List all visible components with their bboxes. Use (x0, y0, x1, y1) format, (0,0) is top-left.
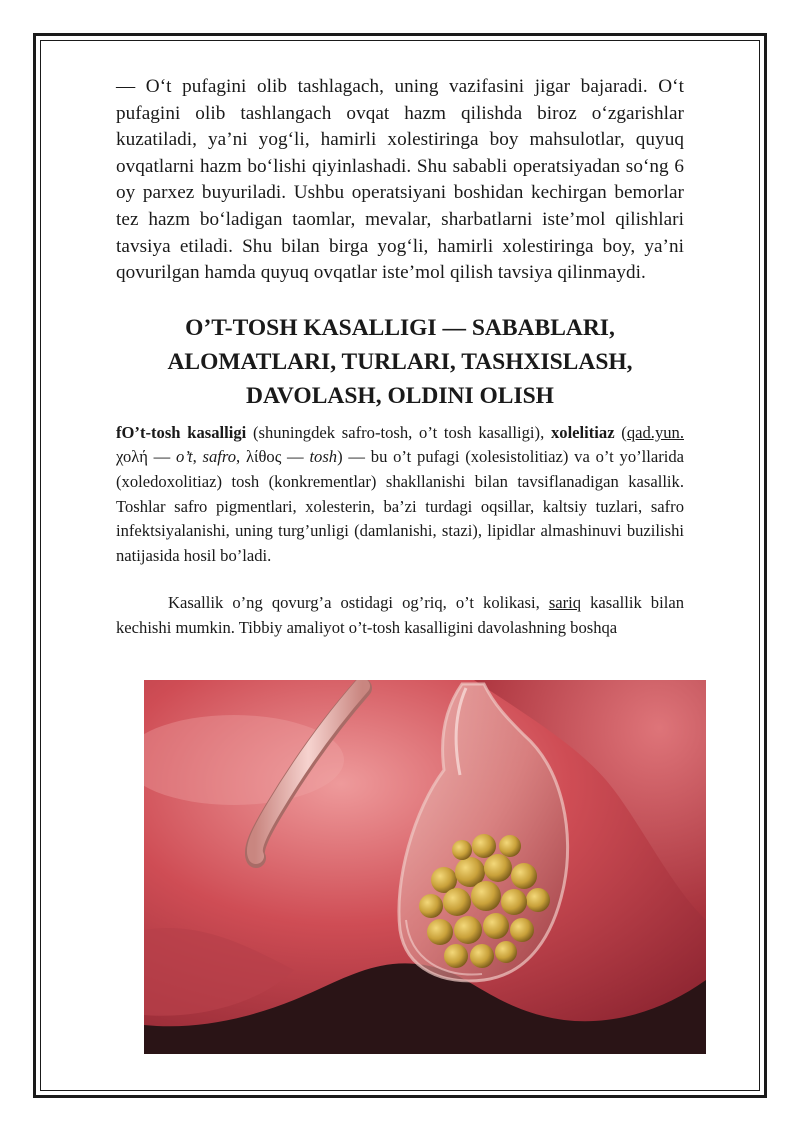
term-gallstone-disease: fO’t-tosh kasalligi (116, 422, 247, 442)
page-content (116, 74, 684, 640)
gallbladder-stones-illustration (144, 680, 706, 1054)
abbr-link[interactable]: qad.yun. (626, 422, 684, 442)
jaundice-link[interactable]: sariq (548, 593, 582, 613)
symptoms-paragraph: Kasallik o’ng qovurg’a ostidagi og’riq, o’t kolikasi, sariq kasallik bilan kechishi mumkin. Tibbiy amaliyot o’t-tosh kasalligini davolashning boshqa (116, 593, 684, 638)
intro-paragraph: — O‘t pufagini olib tashlagach, uning vazifasini jigar bajaradi. O‘t pufagini olib tashlangach ovqat hazm qilishda biroz o‘zgarishlar kuzatiladi, ya’ni yog‘li, hamirli xolestiringa boy mahsulotlar, quyuq ovqatlarni hazm bo‘lishi qiyinlashadi. Shu sababli operatsiyadan so‘ng 6 oy parxez buyuriladi. Ushbu operatsiyani boshidan kechirgan bemorlar tez hazm bo‘ladigan taomlar, mevalar, sharbatlarni iste’mol qilishlari tavsiya etiladi. Shu bilan birga yog‘li, hamirli xolestiringa boy, ya’ni qovurilgan hamda quyuq ovqatlar iste’mol qilish tavsiya qilinmaydi. (116, 76, 684, 284)
definition-paragraph: fO’t-tosh kasalligi (shuningdek safro-tosh, o’t tosh kasalligi), xolelitiaz (qad.yun. χολή — o’t, safro, λίθος — tosh) — bu o’t pufagi (xolesistolitiaz) va o’t yo’llarida (xoledoxolitiaz) tosh (konkrementlar) shakllanishi bilan tavsiflanadigan kasallik. Toshlar safro pigmentlari, xolesterin, ba’zi turdagi oqsillar, kaltsiy tuzlari, safro infektsiyalanishi, uning turg’unligi (damlanishi, stazi), lipidlar almashinuvi buzilishi natijasida hosil bo’ladi. (116, 422, 685, 565)
section-heading: O’T-TOSH KASALLIGI — SABABLARI, ALOMATLARI, TURLARI, TASHXISLASH, DAVOLASH, OLDINI OLISH (167, 314, 633, 409)
term-cholelithiasis: xolelitiaz (550, 422, 615, 442)
